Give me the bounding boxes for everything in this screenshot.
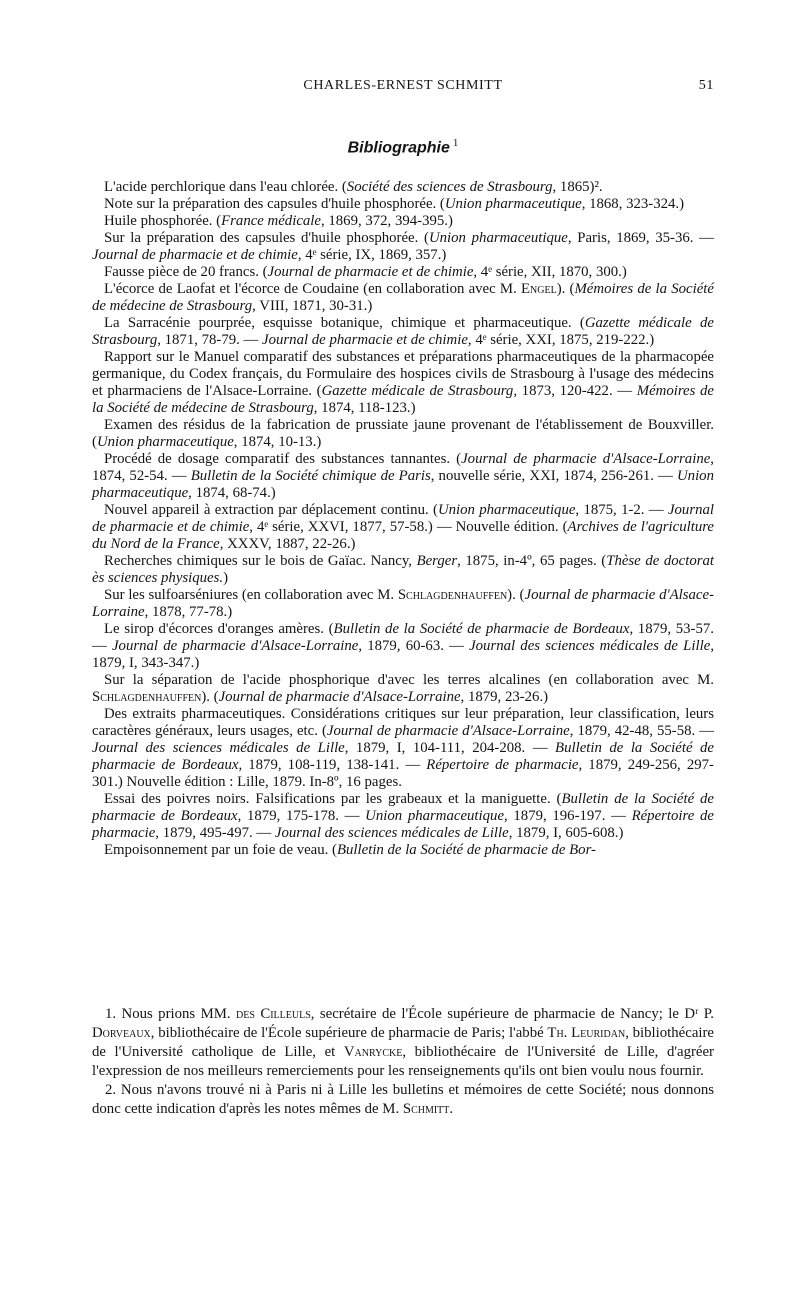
running-header (92, 78, 714, 98)
bibliography-entry (92, 706, 714, 791)
citation-source: Bulletin de la Société chimique de Paris (190, 468, 431, 484)
entry-text: , 1879, 175-178. — (237, 808, 366, 824)
citation-source: Journal de pharmacie d'Alsace-Lorraine (218, 689, 461, 705)
person-name: Schlagdenhauffen (92, 689, 202, 705)
citation-source: Journal des sciences médicales de Lille (274, 825, 509, 841)
entry-text: Sur les sulfoarséniures (en collaboration avec M. (104, 587, 398, 603)
entry-text: Le sirop d'écorces d'oranges amères. ( (104, 621, 334, 637)
citation-source: Union pharmaceutique (444, 196, 582, 212)
bibliography-entry (92, 502, 714, 553)
entry-text: , secrétaire de l'École supérieure de pharmacie de Nancy; le Dʳ P. (310, 1006, 714, 1022)
person-name: Engel (521, 281, 557, 297)
bibliography-entry (92, 417, 714, 451)
entry-text: Procédé de dosage comparatif des substances tannantes. ( (104, 451, 462, 467)
bibliography-entry (92, 315, 714, 349)
citation-source: Bulletin de la Société de pharmacie de Bordeaux (333, 621, 630, 637)
entry-text: , 4ᵉ série, XII, 1870, 300.) (473, 264, 627, 280)
citation-source: Société des sciences de Strasbourg (346, 179, 553, 195)
citation-source: Répertoire de pharmacie (92, 808, 714, 841)
bibliography-entry (92, 621, 714, 672)
section-heading (92, 137, 714, 157)
citation-source: Bulletin de la Société de pharmacie de Bordeaux (92, 791, 715, 824)
entry-text: , bibliothécaire de l'École supérieure de pharmacie de Paris; l'abbé (150, 1025, 548, 1041)
footnote (92, 1081, 714, 1119)
person-name: Dorveaux (92, 1025, 151, 1041)
bibliography-entry (92, 230, 714, 264)
bibliography-entry (92, 553, 714, 587)
entry-text: Des extraits pharmaceutiques. Considérations critiques sur leur préparation, leur classification, leurs caractères généraux, leurs usages, etc. ( (92, 706, 714, 739)
bibliography-entry (92, 842, 714, 859)
citation-source: Berger (416, 553, 458, 569)
running-title: CHARLES-ERNEST SCHMITT (303, 78, 503, 93)
entry-text: , 1874, 118-123.) (313, 400, 416, 416)
entry-text: , 1874, 52-54. — (92, 451, 714, 484)
entry-text: Rapport sur le Manuel comparatif des substances et préparations pharmaceutiques de la pharmacopée germanique, du Codex français, du Formulaire des hospices civils de Strasbourg à l'usage des médecins et pharmaciens de l'Alsace-Lorraine. ( (92, 349, 714, 399)
citation-source: Union pharmaceutique (96, 434, 234, 450)
person-name: Schlagdenhauffen (397, 587, 508, 603)
entry-text: ) (223, 570, 229, 586)
entry-text: , 1879, 42-48, 55-58. — (569, 723, 714, 739)
citation-source: Thèse de doctorat ès sciences physiques. (92, 553, 714, 586)
footnotes (92, 1005, 714, 1119)
entry-text: . (449, 1101, 454, 1117)
bibliography-entry (92, 672, 714, 706)
citation-source: Union pharmaceutique (365, 808, 505, 824)
entry-text: , 1873, 120-422. — (513, 383, 637, 399)
entry-text: La Sarracénie pourprée, esquisse botanique, chimique et pharmaceutique. ( (104, 315, 585, 331)
person-name: Schmitt (402, 1101, 450, 1117)
citation-source: Union pharmaceutique (437, 502, 576, 518)
entry-text: Essai des poivres noirs. Falsifications par les grabeaux et la maniguette. ( (104, 791, 562, 807)
entry-text: , bibliothécaire de l'Université de Lille, d'agréer l'expression de nos meilleurs remerciements pour les renseignements qu'ils ont bien voulu nous fournir. (92, 1044, 714, 1079)
entry-text: Examen des résidus de la fabrication de prussiate jaune provenant de l'établissement de Bouxviller. ( (92, 417, 714, 450)
entry-text: , 1879, 23-26.) (460, 689, 549, 705)
citation-source: Gazette médicale de Strasbourg (321, 383, 514, 399)
citation-source: Archives de l'agriculture du Nord de la France (92, 519, 715, 552)
entry-text: , 1875, 1-2. — (575, 502, 668, 518)
citation-source: France médicale (221, 213, 321, 229)
entry-text: Note sur la préparation des capsules d'huile phosphorée. ( (104, 196, 445, 212)
entry-text: , 1879, I, 605-608.) (508, 825, 624, 841)
citation-source: Mémoires de la Société de médecine de Strasbourg (92, 383, 714, 416)
entry-text: Huile phosphorée. ( (104, 213, 222, 229)
citation-source: Union pharmaceutique (92, 468, 714, 501)
citation-source: Journal de pharmacie et de chimie (262, 332, 468, 348)
entry-text: , 1875, in-4º, 65 pages. ( (457, 553, 607, 569)
entry-text: , 1879, 108-119, 138-141. — (238, 757, 427, 773)
citation-source: Journal de pharmacie et de chimie (92, 502, 714, 535)
entry-text: , 1879, 53-57. — (92, 621, 714, 654)
entry-text: , 1868, 323-324.) (581, 196, 685, 212)
entry-text: , VIII, 1871, 30-31.) (252, 298, 373, 314)
person-name: Th. Leuridan (547, 1025, 626, 1041)
entry-text: , bibliothécaire de l'Université catholique de Lille, et (92, 1025, 714, 1060)
footnote (92, 1005, 714, 1081)
entry-text: 1. Nous prions MM. (105, 1006, 237, 1022)
citation-source: Bulletin de la Société de pharmacie de Bordeaux (92, 740, 714, 773)
bibliography-entry (92, 349, 714, 417)
citation-source: Mémoires de la Société de médecine de Strasbourg (92, 281, 714, 314)
entry-text: , 1871, 78-79. — (157, 332, 263, 348)
entry-text: , 1879, 60-63. — (358, 638, 470, 654)
person-name: des Cilleuls (236, 1006, 311, 1022)
bibliography-entry (92, 196, 714, 213)
entry-text: , 4ᵉ série, XXVI, 1877, 57-58.) — Nouvelle édition. ( (249, 519, 568, 535)
entry-text: Sur la préparation des capsules d'huile phosphorée. ( (104, 230, 429, 246)
bibliography-list (92, 179, 714, 859)
bibliography-entry (92, 451, 714, 502)
citation-source: Bulletin de la Société de pharmacie de Bor- (336, 842, 596, 858)
citation-source: Journal de pharmacie d'Alsace-Lorraine (326, 723, 570, 739)
bibliography-entry (92, 587, 714, 621)
citation-source: Union pharmaceutique (428, 230, 568, 246)
entry-text: , 1865)². (552, 179, 603, 195)
citation-source: Gazette médicale de Strasbourg (92, 315, 714, 348)
entry-text: L'écorce de Laofat et l'écorce de Coudaine (en collaboration avec M. (104, 281, 521, 297)
footnote-marker: 1 (452, 137, 459, 149)
entry-text: , 4ᵉ série, XXI, 1875, 219-222.) (467, 332, 655, 348)
entry-text: , 1879, 196-197. — (504, 808, 632, 824)
citation-source: Journal de pharmacie d'Alsace-Lorraine (461, 451, 711, 467)
bibliography-entry (92, 791, 714, 842)
entry-text: L'acide perchlorique dans l'eau chlorée. ( (104, 179, 347, 195)
entry-text: Empoisonnement par un foie de veau. ( (104, 842, 337, 858)
entry-text: , 1869, 372, 394-395.) (320, 213, 453, 229)
citation-source: Journal de pharmacie d'Alsace-Lorraine (92, 587, 714, 620)
entry-text: Recherches chimiques sur le bois de Gaïac. Nancy, (104, 553, 417, 569)
citation-source: Journal de pharmacie et de chimie (267, 264, 474, 280)
entry-text: , 1878, 77-78.) (144, 604, 233, 620)
entry-text: , 1879, 249-256, 297-301.) Nouvelle édition : Lille, 1879. In-8º, 16 pages. (92, 757, 714, 790)
bibliography-entry (92, 281, 714, 315)
bibliography-entry (92, 213, 714, 230)
page-number: 51 (698, 78, 714, 93)
section-title: Bibliographie (347, 139, 450, 157)
entry-text: , Paris, 1869, 35-36. — (567, 230, 714, 246)
citation-source: Journal de pharmacie d'Alsace-Lorraine (111, 638, 359, 654)
entry-text: , 1879, I, 343-347.) (92, 638, 715, 671)
citation-source: Répertoire de pharmacie (426, 757, 579, 773)
entry-text: , 1879, 495-497. — (155, 825, 275, 841)
entry-text: Fausse pièce de 20 francs. ( (104, 264, 268, 280)
bibliography-entry (92, 264, 714, 281)
bibliography-entry (92, 179, 714, 196)
entry-text: , XXXV, 1887, 22-26.) (219, 536, 356, 552)
entry-text: Nouvel appareil à extraction par déplacement continu. ( (104, 502, 438, 518)
entry-text: Sur la séparation de l'acide phosphorique d'avec les terres alcalines (en collaboration avec M. (104, 672, 714, 688)
entry-text: ). ( (507, 587, 525, 603)
citation-source: Journal des sciences médicales de Lille (92, 740, 345, 756)
citation-source: Journal de pharmacie et de chimie (92, 247, 298, 263)
entry-text: ). ( (201, 689, 219, 705)
entry-text: , 1874, 68-74.) (188, 485, 276, 501)
entry-text: , 1879, I, 104-111, 204-208. — (344, 740, 556, 756)
entry-text: , 1874, 10-13.) (233, 434, 322, 450)
entry-text: 2. Nous n'avons trouvé ni à Paris ni à Lille les bulletins et mémoires de cette Société; nous donnons donc cette indication d'après les notes mêmes de M. (92, 1082, 714, 1117)
entry-text: , nouvelle série, XXI, 1874, 256-261. — (430, 468, 677, 484)
citation-source: Journal des sciences médicales de Lille (469, 638, 711, 654)
entry-text: , 4ᵉ série, IX, 1869, 357.) (297, 247, 447, 263)
person-name: Vanrycke (343, 1044, 403, 1060)
entry-text: ). ( (556, 281, 575, 297)
